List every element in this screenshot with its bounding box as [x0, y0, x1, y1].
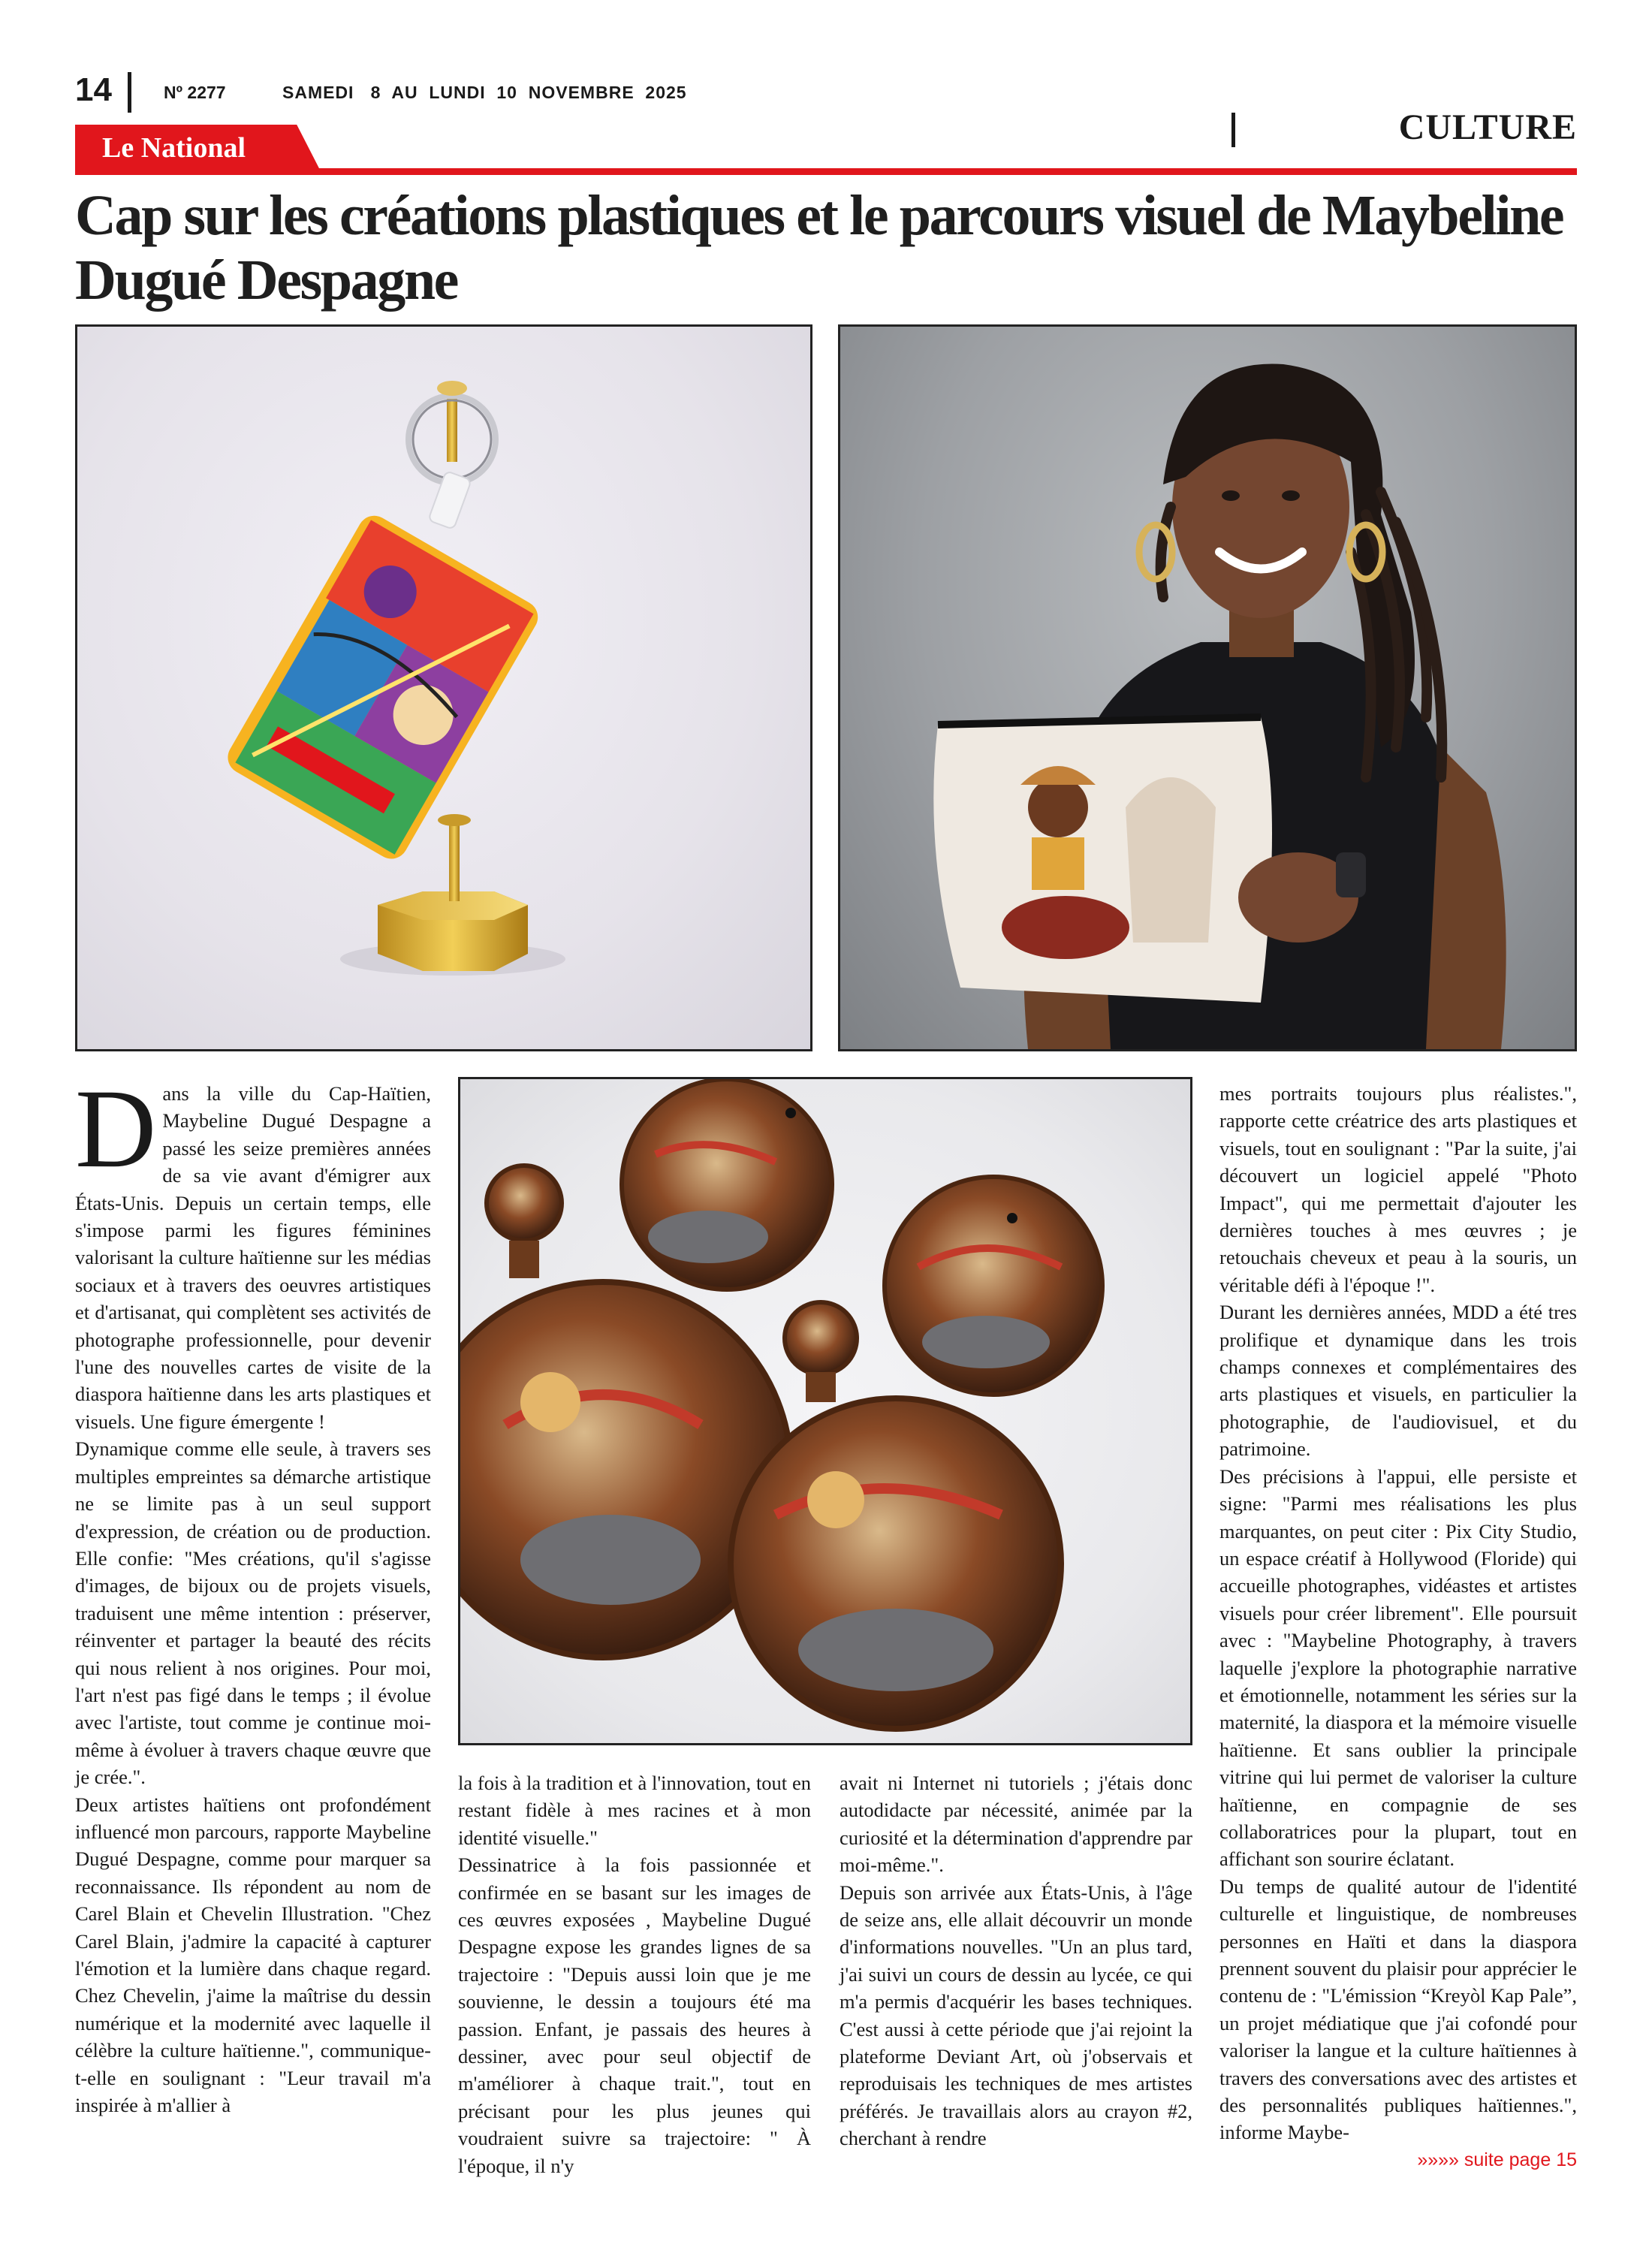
article-paragraph [75, 1066, 431, 1435]
page-number: 14 [75, 71, 112, 108]
article-paragraph: Durant les dernières années, MDD a été tres prolifique et dynamique dans les trois champs connexes et complémentaires des arts plastiques et visuels, en particulier la photographie, de l'audiovisuel, et du patrimoine. [1219, 1301, 1577, 1461]
article-paragraph: la fois à la tradition et à l'innovation, tout en restant fidèle à mes racines et à mon identité visuelle." [458, 1772, 811, 1849]
article-paragraph: Du temps de qualité autour de l'identité culturelle et linguistique, de nombreuses personnes en Haïti et dans la diaspora prennent souvent du plaisir pour apprécier le contenu de : "L'émission “Kreyòl Kap Pale”, un projet médiatique que j'ai cofondé pour valoriser la langue et la culture haïtiennes à travers des conversations avec des artistes et des personnalités publiques haïtiennes.", informe Maybe- [1219, 1874, 1577, 2144]
paragraph-text: ans la ville du Cap-Haïtien, Maybeline Dugué Despagne a passé les seize premières années de sa vie avant d'émigrer aux États-Unis. Depuis un certain temps, elle s'impose parmi les figures féminines valorisant la culture haïtienne sur les médias sociaux et à travers des oeuvres artistiques et d'artisanat, qui complètent ses activités de photographe professionnelle, pour devenir l'une des nouvelles cartes de visite de la diaspora haïtienne dans les arts plastiques et visuels. Une figure émergente ! [75, 1082, 431, 1433]
article-column-3 [840, 1769, 1192, 2152]
article-column-1 [75, 1066, 431, 2119]
earring-small-right [885, 1177, 1102, 1395]
article-paragraph: Depuis son arrivée aux États-Unis, à l'âge de seize ans, elle allait découvrir un monde d'informations nouvelles. "Un an plus tard, j'ai suivi un cours de dessin au lycée, ce qui m'a permis d'acquérir les bases techniques. C'est aussi à cette période que j'ai rejoint la plateforme Deviant Art, où j'observais et reproduisais les techniques de mes artistes préférés. Je travaillais alors au crayon #2, cherchant à rendre [840, 1881, 1192, 2150]
article-column-4 [1219, 1080, 1577, 2146]
issue-date: SAMEDI 8 AU LUNDI 10 NOVEMBRE 2025 [282, 83, 687, 102]
section-title: CULTURE [1398, 107, 1577, 147]
earring-small-top [622, 1079, 832, 1289]
brand-logo-text: Le National [102, 132, 246, 164]
article-paragraph: Dessinatrice à la fois passionnée et confirmée en se basant sur les images de ces œuvres exposées , Maybeline Dugué Despagne expose les grandes lignes de sa trajectoire : "Depuis aussi loin que je me souvienne, le dessin a toujours été ma passion. Enfant, je passais des heures à dessiner, avec pour seul objectif de m'améliorer à chaque trait.", tout en précisant pour les plus jeunes qui voudraient suivre sa trajectoire: " À l'époque, il n'y [458, 1853, 811, 2177]
article-headline: Cap sur les créations plastiques et le parcours visuel de Maybeline Dugué Despagne [75, 184, 1563, 312]
portrait-photo [838, 324, 1577, 1051]
article-paragraph: Des précisions à l'appui, elle persiste et signe: "Parmi mes réalisations les plus marquantes, on peut citer : Pix City Studio, un espace créatif à Hollywood (Floride) qui accueille photographes, vidéastes et artistes visuels pour créer librement". Elle poursuit avec : "Maybeline Photography, à travers laquelle j'explore la photographie narrative et émotionnelle, notamment les séries sur la maternité, la diaspora et la mémoire visuelle haïtienne. Et sans oublier la principale vitrine qui lui permet de valoriser la culture haïtienne, en compagnie de ses collaboratrices pour la plupart, tout en affichant son sourire éclatant. [1219, 1464, 1577, 1871]
article-paragraph: Dynamique comme elle seule, à travers ses multiples empreintes sa démarche artistique ne se limite pas à un seul support d'expression, de création ou de production. Elle confie: "Mes créations, qu'il s'agisse d'images, de bijoux ou de projets visuels, traduisent une même intention : préserver, réinventer et partager la beauté des récits qui nous relient à nos origines. Pour moi, l'art n'est pas figé dans le temps ; il évolue avec l'artiste, tout comme je continue moi-même à évoluer à travers chaque œuvre que je crée.". [75, 1437, 431, 1789]
keychain-photo [75, 324, 812, 1051]
article-column-2 [458, 1769, 811, 2179]
article-paragraph: mes portraits toujours plus réalistes.", rapporte cette créatrice des arts plastiques et visuels, tout en soulignant : "Par la suite, j'ai découvert un logiciel appelé "Photo Impact", qui me permettait d'ajouter les dernières touches à mes œuvres ; je retouchais cheveux et peau à la souris, un véritable défi à l'époque !". [1219, 1082, 1577, 1296]
earrings-photo [458, 1077, 1192, 1745]
keychain-illustration [77, 327, 810, 1049]
continued-link[interactable]: »»»» suite page 15 [1417, 2149, 1577, 2170]
page-number-divider [128, 72, 131, 113]
issue-number: Nº 2277 [164, 83, 226, 102]
article-paragraph: Deux artistes haïtiens ont profondément influencé mon parcours, rapporte Maybeline Dugué Despagne, comme pour marquer sa reconnaissance. Ils répondent au nom de Carel Blain et Chevelin Illustration. "Chez Carel Blain, j'admire la capacité à capturer l'émotion et la lumière dans chaque regard. Chez Chevelin, j'aime la maîtrise du dessin numérique et la modernité avec laquelle il célèbre la culture haïtienne.", communique-t-elle en soulignant : "Leur travail m'a inspirée à m'allier à [75, 1793, 431, 2117]
header-rule [75, 168, 1577, 175]
earrings-illustration [460, 1079, 1190, 1743]
article-paragraph: avait ni Internet ni tutoriels ; j'étais donc autodidacte par nécessité, animée par la curiosité et la détermination d'apprendre par moi-même.". [840, 1772, 1192, 1877]
drop-cap: D [75, 1066, 157, 1191]
portrait-illustration [840, 327, 1575, 1049]
section-divider [1231, 113, 1235, 147]
